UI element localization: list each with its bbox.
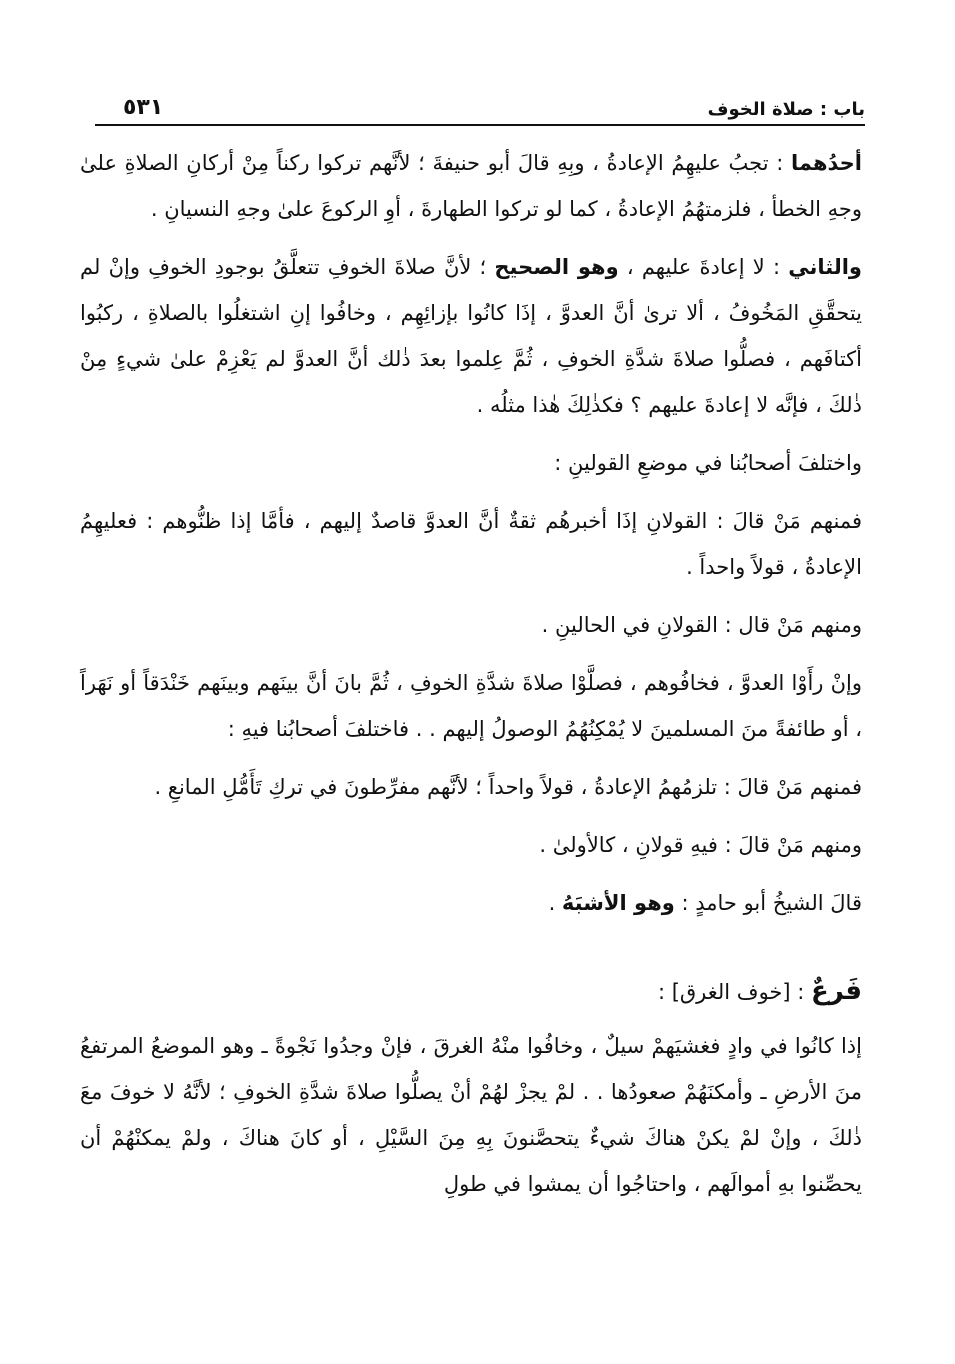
paragraph-flood (80, 1023, 862, 1207)
paragraph-text: فمنهم مَنْ قالَ : تلزمُهمُ الإعادةُ ، قولاً واحداً ؛ لأنَّهم مفرِّطونَ في تركِ تَأَمُّلِ المانعِ . (154, 775, 862, 799)
paragraph-text: إذا كانُوا في وادٍ فغشيَهمْ سيلٌ ، وخافُوا منْهُ الغرقَ ، فإنْ وجدُوا نَجْوةً ـ وهو الموضعُ المرتفعُ منَ الأرضِ ـ وأمكنَهُمْ صعودُها . . لمْ يجزْ لهُمْ أنْ يصلُّوا صلاةَ شدَّةِ الخوفِ ؛ لأنَّهُ لا خوفَ معَ ذٰلكَ ، وإنْ لمْ يكنْ هناكَ شيءٌ يتحصَّنونَ بِهِ مِنَ السَّيْلِ ، أو كانَ هناكَ ، ولمْ يمكنْهُمْ أن يحصِّنوا بهِ أموالَهم ، واحتاجُوا أن يمشوا في طولِ (80, 1034, 862, 1196)
paragraph-text: ومنهم مَنْ قالَ : فيهِ قولانِ ، كالأولىٰ . (539, 833, 862, 857)
paragraph-emphasis: وهو الصحيح (494, 255, 619, 279)
branch-title: : [خوف الغرق] : (657, 980, 812, 1004)
header-rule (95, 124, 865, 126)
paragraph-lead: والثاني (788, 255, 862, 279)
paragraph-text: ومنهم مَنْ قال : القولانِ في الحالينِ . (541, 613, 862, 637)
paragraph-text: : لا إعادةَ عليهم ، (618, 255, 789, 279)
section-gap (80, 938, 862, 968)
branch-label: فَرعٌ (811, 976, 862, 1006)
paragraph-disagreement (80, 440, 862, 486)
paragraph-text: قالَ الشيخُ أبو حامدٍ : (674, 891, 862, 915)
running-header (95, 86, 865, 120)
page-number: ٥٣١ (123, 95, 164, 120)
paragraph-text: واختلفَ أصحابُنا في موضعِ القولينِ : (554, 451, 862, 475)
paragraph-text: . (548, 891, 562, 915)
body-text (80, 140, 862, 1219)
paragraph-shaykh-opinion (80, 880, 862, 926)
paragraph-text: ؛ لأنَّ صلاةَ الخوفِ تتعلَّقُ بوجودِ الخوفِ وإنْ لم يتحقَّقِ المَخُوفُ ، ألا ترىٰ أنَّ العدوَّ ، إذَا كانُوا بإزائِهِم ، وخافُوا إنِ اشتغلُوا بالصلاةِ ، ركبُوا أكتافَهم ، فصلُّوا صلاةَ شدَّةِ الخوفِ ، ثُمَّ عِلموا بعدَ ذٰلك أنَّ العدوَّ لم يَعْزِمْ علىٰ شيءٍ مِنْ ذٰلكَ ، فإنَّه لا إعادةَ عليهم ؟ فكذٰلِكَ هٰذا مثلُه . (80, 255, 862, 417)
paragraph-view-two (80, 602, 862, 648)
paragraph-view-four (80, 822, 862, 868)
paragraph-view-one (80, 498, 862, 590)
paragraph-second-opinion (80, 244, 862, 428)
paragraph-text: : تجبُ عليهِمُ الإعادةُ ، وبِهِ قالَ أبو حنيفةَ ؛ لأنَّهم تركوا ركناً مِنْ أركانِ الصلاةِ علىٰ وجهِ الخطأ ، فلزمتهُمُ الإعادةُ ، كما لو تركوا الطهارةَ ، أوِ الركوعَ علىٰ وجهِ النسيانِ . (80, 151, 862, 221)
paragraph-first-opinion (80, 140, 862, 232)
paragraph-text: وإنْ رأَوْا العدوَّ ، فخافُوهم ، فصلَّوْا صلاةَ شدَّةِ الخوفِ ، ثُمَّ بانَ أنَّ بينَهم وبينَهم خَنْدَقاً أو نَهَراً ، أو طائفةً منَ المسلمينَ لا يُمْكِنُهُمُ الوصولُ إليهم . . فاختلفَ أصحابُنا فيهِ : (80, 671, 862, 741)
paragraph-text: فمنهم مَنْ قالَ : القولانِ إذَا أخبرهُم ثقةٌ أنَّ العدوَّ قاصدٌ إليهم ، فأمَّا إذا ظنُّوهم : فعليهِمُ الإعادةُ ، قولاً واحداً . (80, 509, 862, 579)
branch-heading (80, 968, 862, 1015)
chapter-title: باب : صلاة الخوف (707, 99, 865, 120)
paragraph-lead: أحدُهما (791, 151, 862, 175)
paragraph-emphasis: وهو الأشبَهُ (561, 891, 675, 915)
paragraph-obstacle-case (80, 660, 862, 752)
paragraph-view-three (80, 764, 862, 810)
